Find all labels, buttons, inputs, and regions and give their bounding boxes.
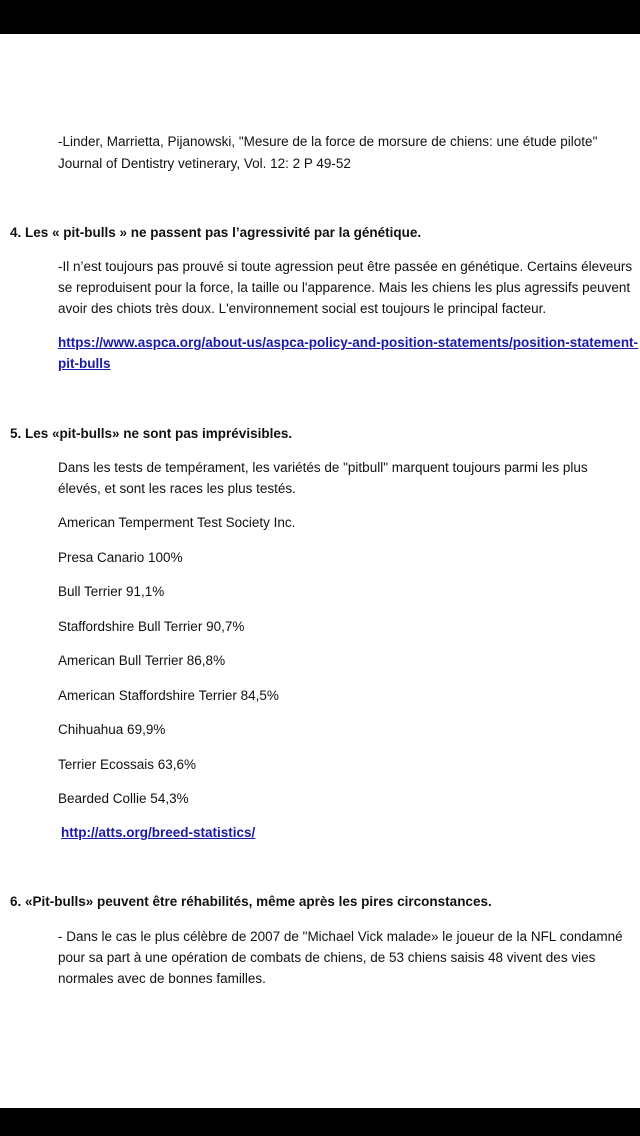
section-6-body-line-2: pour sa part à une opération de combats de chiens, de 53 chiens saisis 48 vivent des vies (58, 950, 596, 965)
breed-item: Bearded Collie 54,3% (58, 791, 189, 806)
top-bar (0, 0, 640, 34)
section-6-heading: 6. «Pit-bulls» peuvent être réhabilités, même après les pires circonstances. (10, 894, 492, 909)
section-5-link[interactable] (61, 822, 255, 844)
aspca-link-line-2[interactable]: pit-bulls (58, 356, 111, 371)
section-6-body-line-3: normales avec de bonnes familles. (58, 971, 266, 986)
atts-link[interactable]: http://atts.org/breed-statistics/ (61, 825, 256, 840)
section-4-body-line-2: se reproduisent pour la force, la taille ou l'apparence. Mais les chiens les plus agressifs peuvent (58, 280, 631, 295)
section-4-heading: 4. Les « pit-bulls » ne passent pas l’agressivité par la génétique. (10, 225, 422, 240)
citation-line-1: -Linder, Marrietta, Pijanowski, "Mesure de la force de morsure de chiens: une étude pilote" (58, 134, 598, 149)
breed-item: American Bull Terrier 86,8% (58, 653, 226, 668)
section-6-body-line-1: - Dans le cas le plus célèbre de 2007 de "Michael Vick malade» le joueur de la NFL condamné (58, 929, 623, 944)
breed-item: Bull Terrier 91,1% (58, 584, 165, 599)
bottom-bar (0, 1108, 640, 1136)
section-5-body-line-1: Dans les tests de tempérament, les variétés de "pitbull" marquent toujours parmi les plus (58, 460, 588, 475)
section-5-body-line-2: élevés, et sont les races les plus testés. (58, 481, 296, 496)
section-4-body-line-3: avoir des chiots très doux. L'environnement social est toujours le principal facteur. (58, 301, 547, 316)
breed-item: Chihuahua 69,9% (58, 722, 166, 737)
breed-item: Staffordshire Bull Terrier 90,7% (58, 619, 245, 634)
citation-line-2: Journal of Dentistry vetinerary, Vol. 12: 2 P 49-52 (58, 156, 351, 171)
breed-item: Terrier Ecossais 63,6% (58, 757, 197, 772)
section-5-heading: 5. Les «pit-bulls» ne sont pas imprévisibles. (10, 426, 293, 441)
aspca-link-line-1[interactable]: https://www.aspca.org/about-us/aspca-policy-and-position-statements/position-statement- (58, 335, 639, 350)
section-4-link[interactable] (58, 332, 638, 354)
breed-item: American Staffordshire Terrier 84,5% (58, 688, 279, 703)
section-5-source: American Temperment Test Society Inc. (58, 515, 296, 530)
section-4-body-line-1: -Il n’est toujours pas prouvé si toute agression peut être passée en génétique. Certains éleveurs (58, 259, 633, 274)
section-4-link-cont[interactable] (58, 353, 111, 375)
breed-item: Presa Canario 100% (58, 550, 183, 565)
